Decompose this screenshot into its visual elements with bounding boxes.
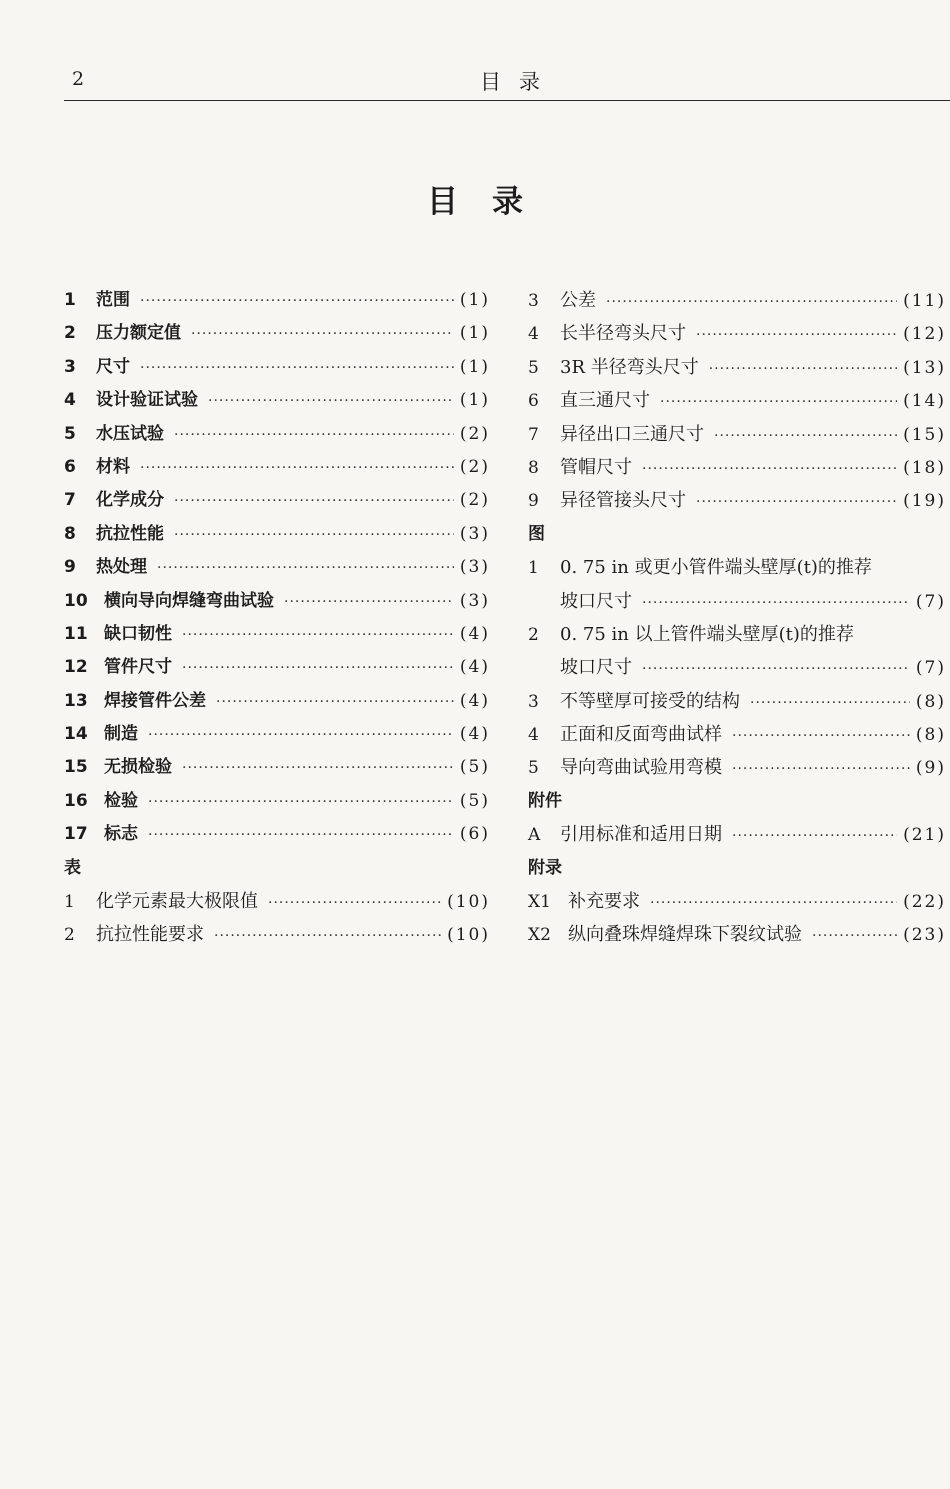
toc-entry-label: 0. 75 in 以上管件端头壁厚(t)的推荐 xyxy=(560,623,854,645)
leader-dots xyxy=(191,318,454,351)
leader-dots xyxy=(642,653,910,686)
leader-dots xyxy=(696,319,897,352)
leader-dots xyxy=(174,485,454,518)
leader-dots xyxy=(709,353,897,386)
toc-entry-page: (4) xyxy=(459,657,490,678)
toc-entry-number: 3 xyxy=(528,691,539,712)
toc-entry-number: 12 xyxy=(64,657,88,678)
leader-dots xyxy=(148,719,454,752)
leader-dots xyxy=(642,587,910,620)
toc-entry-label: 缺口韧性 xyxy=(104,623,172,644)
toc-entry-page: (1) xyxy=(459,323,490,344)
toc-entry-label: 热处理 xyxy=(96,557,147,578)
toc-entry-number: 13 xyxy=(64,690,88,711)
toc-entry-number: 2 xyxy=(528,624,539,645)
appendix-heading: 附录 xyxy=(528,857,562,878)
leader-dots xyxy=(284,586,454,619)
toc-entry-6[interactable] xyxy=(64,451,490,484)
toc-entry-label: 抗拉性能要求 xyxy=(96,924,204,946)
leader-dots xyxy=(140,352,454,385)
toc-entry-number: 3 xyxy=(64,356,76,377)
toc-entry-page: (1) xyxy=(459,356,490,377)
toc-entry-label: 无损检验 xyxy=(104,757,172,778)
toc-entry-label: 引用标准和适用日期 xyxy=(560,824,722,846)
leader-dots xyxy=(182,619,454,652)
page-title: 目录 xyxy=(427,184,557,220)
figure-entry-1-line1[interactable] xyxy=(528,551,946,584)
toc-entry-page: (7) xyxy=(915,591,946,612)
figure-entry-1-line2[interactable] xyxy=(528,585,946,618)
toc-entry-label: 抗拉性能 xyxy=(96,523,164,544)
toc-entry-15[interactable] xyxy=(64,751,490,784)
toc-entry-label: 焊接管件公差 xyxy=(104,690,206,711)
toc-entry-page: (1) xyxy=(459,290,490,310)
toc-entry-page: (1) xyxy=(459,390,490,411)
toc-entry-number: 4 xyxy=(528,324,539,345)
leader-dots xyxy=(732,720,910,753)
toc-entry-number: 15 xyxy=(64,757,88,778)
toc-entry-number: 9 xyxy=(64,557,76,578)
table-entry-8[interactable] xyxy=(528,451,946,484)
figure-entry-4[interactable] xyxy=(528,718,946,751)
toc-entry-label: 制造 xyxy=(104,724,138,745)
toc-entry-page: (15) xyxy=(903,424,946,445)
toc-entry-label: 压力额定值 xyxy=(96,323,181,344)
toc-entry-label: 标志 xyxy=(104,824,138,845)
toc-entry-4[interactable] xyxy=(64,384,490,417)
toc-entry-page: (5) xyxy=(459,757,490,778)
leader-dots xyxy=(268,887,441,920)
toc-entry-page: (18) xyxy=(903,457,946,478)
leader-dots xyxy=(148,819,454,852)
leader-dots xyxy=(140,285,454,318)
toc-entry-label-continued: 坡口尺寸 xyxy=(560,590,632,612)
leader-dots xyxy=(214,920,441,953)
toc-entry-5[interactable] xyxy=(64,418,490,451)
table-entry-9[interactable] xyxy=(528,484,946,517)
leader-dots xyxy=(696,486,897,519)
toc-entry-page: (21) xyxy=(903,825,946,846)
toc-entry-page: (3) xyxy=(459,523,490,544)
attachments-heading: 附件 xyxy=(528,790,562,811)
toc-entry-number: 1 xyxy=(64,892,75,913)
toc-entry-page: (2) xyxy=(459,456,490,477)
leader-dots xyxy=(714,420,897,453)
table-entry-4[interactable] xyxy=(528,317,946,350)
toc-entry-label: 公差 xyxy=(560,290,596,311)
toc-entry-label: 3R 半径弯头尺寸 xyxy=(560,356,699,378)
toc-entry-9[interactable] xyxy=(64,551,490,584)
toc-entry-number: 5 xyxy=(528,357,539,378)
toc-entry-page: (14) xyxy=(903,391,946,412)
leader-dots xyxy=(140,452,454,485)
toc-entry-10[interactable] xyxy=(64,585,490,618)
toc-entry-8[interactable] xyxy=(64,518,490,551)
toc-entry-number: 10 xyxy=(64,590,88,611)
leader-dots xyxy=(216,686,454,719)
toc-entry-number: 1 xyxy=(64,290,76,310)
toc-entry-page: (4) xyxy=(459,623,490,644)
toc-entry-number: 7 xyxy=(64,490,76,511)
toc-entry-label: 范围 xyxy=(96,290,130,310)
leader-dots xyxy=(182,752,454,785)
toc-entry-label: 尺寸 xyxy=(96,356,130,377)
toc-entry-page: (3) xyxy=(459,557,490,578)
appendix-entry-x1[interactable] xyxy=(528,885,946,918)
toc-left-column xyxy=(64,284,490,952)
toc-entry-number: 6 xyxy=(64,456,76,477)
toc-entry-page: (11) xyxy=(903,291,946,311)
leader-dots xyxy=(148,786,454,819)
leader-dots xyxy=(732,753,910,786)
toc-entry-label: 正面和反面弯曲试样 xyxy=(560,724,722,746)
toc-entry-label: 横向导向焊缝弯曲试验 xyxy=(104,590,274,611)
toc-entry-label: 异径管接头尺寸 xyxy=(560,490,686,512)
table-entry-2[interactable] xyxy=(64,918,490,951)
toc-entry-number: 1 xyxy=(528,558,539,579)
toc-entry-label: 管件尺寸 xyxy=(104,657,172,678)
toc-entry-label: 不等壁厚可接受的结构 xyxy=(560,690,740,712)
running-head: 目录 xyxy=(480,70,558,94)
table-entry-1[interactable] xyxy=(64,885,490,918)
attachment-entry-a[interactable] xyxy=(528,818,946,851)
leader-dots xyxy=(174,419,454,452)
toc-entry-page: (2) xyxy=(459,423,490,444)
leader-dots xyxy=(606,286,897,319)
toc-entry-label: 导向弯曲试验用弯模 xyxy=(560,757,722,779)
toc-entry-label: 水压试验 xyxy=(96,423,164,444)
toc-entry-page: (12) xyxy=(903,324,946,345)
leader-dots xyxy=(182,652,454,685)
toc-entry-label: 设计验证试验 xyxy=(96,390,198,411)
toc-entry-page: (13) xyxy=(903,357,946,378)
toc-entry-14[interactable] xyxy=(64,718,490,751)
header-rule xyxy=(64,100,950,101)
toc-entry-label: 补充要求 xyxy=(568,891,640,913)
toc-entry-2[interactable] xyxy=(64,317,490,350)
toc-entry-17[interactable] xyxy=(64,818,490,851)
toc-entry-number: 3 xyxy=(528,291,539,311)
toc-entry-page: (4) xyxy=(459,690,490,711)
toc-entry-label: 异径出口三通尺寸 xyxy=(560,423,704,445)
toc-entry-label: 直三通尺寸 xyxy=(560,390,650,412)
appendix-entry-x2[interactable] xyxy=(528,918,946,951)
toc-entry-number: A xyxy=(528,825,541,846)
table-entry-5[interactable] xyxy=(528,351,946,384)
toc-entry-1[interactable] xyxy=(64,284,490,317)
toc-entry-number: 9 xyxy=(528,491,539,512)
leader-dots xyxy=(732,820,897,853)
toc-entry-number: 8 xyxy=(528,457,539,478)
leader-dots xyxy=(157,552,454,585)
toc-entry-label: 长半径弯头尺寸 xyxy=(560,323,686,345)
toc-entry-number: 5 xyxy=(528,758,539,779)
toc-entry-number: 5 xyxy=(64,423,76,444)
toc-entry-number: 7 xyxy=(528,424,539,445)
figure-entry-2-line1[interactable] xyxy=(528,618,946,651)
toc-entry-label-continued: 坡口尺寸 xyxy=(560,657,632,679)
toc-entry-page: (8) xyxy=(915,725,946,746)
toc-entry-number: X1 xyxy=(528,892,551,913)
toc-entry-page: (4) xyxy=(459,724,490,745)
toc-entry-page: (9) xyxy=(915,758,946,779)
toc-entry-page: (8) xyxy=(915,691,946,712)
toc-entry-7[interactable] xyxy=(64,484,490,517)
toc-entry-number: 6 xyxy=(528,391,539,412)
leader-dots xyxy=(208,385,454,418)
toc-entry-page: (3) xyxy=(459,590,490,611)
toc-entry-number: X2 xyxy=(528,925,551,946)
toc-entry-number: 4 xyxy=(528,725,539,746)
table-entry-6[interactable] xyxy=(528,384,946,417)
toc-entry-page: (23) xyxy=(903,925,946,946)
toc-entry-label: 管帽尺寸 xyxy=(560,456,632,478)
toc-entry-label: 材料 xyxy=(96,456,130,477)
toc-right-column xyxy=(528,284,946,952)
toc-entry-page: (10) xyxy=(447,892,490,913)
toc-entry-label: 化学元素最大极限值 xyxy=(96,891,258,913)
leader-dots xyxy=(812,920,897,953)
toc-entry-12[interactable] xyxy=(64,651,490,684)
toc-entry-number: 4 xyxy=(64,390,76,411)
toc-entry-number: 2 xyxy=(64,925,75,946)
table-entry-7[interactable] xyxy=(528,418,946,451)
page-number: 2 xyxy=(72,68,85,90)
toc-entry-3[interactable] xyxy=(64,351,490,384)
leader-dots xyxy=(650,887,897,920)
toc-entry-label: 0. 75 in 或更小管件端头壁厚(t)的推荐 xyxy=(560,557,872,579)
toc-entry-11[interactable] xyxy=(64,618,490,651)
figure-entry-3[interactable] xyxy=(528,685,946,718)
leader-dots xyxy=(660,386,897,419)
toc-entry-16[interactable] xyxy=(64,785,490,818)
toc-entry-number: 14 xyxy=(64,724,88,745)
toc-entry-number: 16 xyxy=(64,790,88,811)
leader-dots xyxy=(642,453,897,486)
toc-entry-label: 化学成分 xyxy=(96,490,164,511)
leader-dots xyxy=(174,519,454,552)
tables-heading: 表 xyxy=(64,857,81,878)
toc-entry-number: 8 xyxy=(64,523,76,544)
toc-entry-number: 11 xyxy=(64,623,88,644)
figure-entry-2-line2[interactable] xyxy=(528,651,946,684)
toc-entry-page: (6) xyxy=(459,824,490,845)
figure-entry-5[interactable] xyxy=(528,751,946,784)
toc-entry-page: (2) xyxy=(459,490,490,511)
toc-entry-number: 17 xyxy=(64,824,88,845)
toc-entry-page: (22) xyxy=(903,892,946,913)
toc-entry-label: 检验 xyxy=(104,790,138,811)
leader-dots xyxy=(750,687,910,720)
toc-entry-number: 2 xyxy=(64,323,76,344)
toc-entry-13[interactable] xyxy=(64,685,490,718)
table-entry-3[interactable] xyxy=(528,284,946,317)
figures-heading: 图 xyxy=(528,523,545,544)
toc-entry-label: 纵向叠珠焊缝焊珠下裂纹试验 xyxy=(568,924,802,946)
toc-entry-page: (19) xyxy=(903,491,946,512)
toc-entry-page: (5) xyxy=(459,790,490,811)
toc-entry-page: (10) xyxy=(447,925,490,946)
toc-entry-page: (7) xyxy=(915,658,946,679)
